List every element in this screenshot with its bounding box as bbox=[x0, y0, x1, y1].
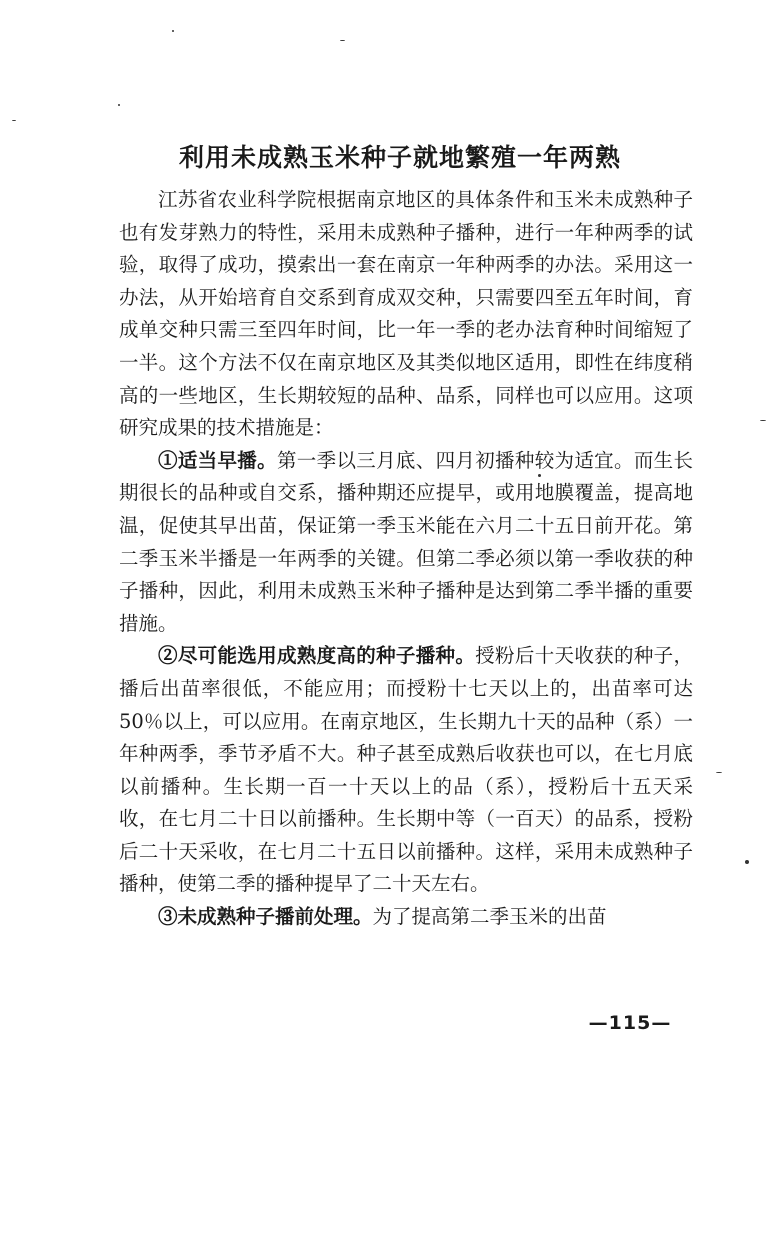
measure-2-heading: ②尽可能选用成熟度高的种子播种。 bbox=[158, 644, 476, 668]
paragraph-measure-3 bbox=[119, 901, 693, 934]
measure-1-heading: ①适当早播。 bbox=[158, 448, 277, 472]
page-number: —115— bbox=[588, 1012, 672, 1034]
scan-speck bbox=[745, 860, 749, 864]
scan-speck bbox=[716, 772, 722, 773]
scan-speck bbox=[172, 30, 174, 32]
measure-3-text: 为了提高第二季玉米的出苗 bbox=[372, 905, 607, 929]
article-body bbox=[119, 184, 693, 934]
scan-speck bbox=[760, 420, 766, 421]
scan-speck bbox=[118, 104, 120, 106]
paragraph-intro: 江苏省农业科学院根据南京地区的具体条件和玉米未成熟种子也有发芽熟力的特性，采用未成熟种子播种，进行一年种两季的试验，取得了成功，摸索出一套在南京一年种两季的办法。采用这一办法，从开始培育自交系到育成双交种，只需要四至五年时间，育成单交种只需三至四年时间，比一年一季的老办法育种时间缩短了一半。这个方法不仅在南京地区及其类似地区适用，即性在纬度稍高的一些地区，生长期较短的品种、品系，同样也可以应用。这项研究成果的技术措施是： bbox=[119, 188, 693, 440]
paragraph-measure-1 bbox=[119, 445, 693, 641]
scan-speck bbox=[538, 474, 541, 477]
article-title: 利用未成熟玉米种子就地繁殖一年两熟 bbox=[178, 143, 621, 172]
measure-1-text: 第一季以三月底、四月初播种较为适宜。而生长期很长的品种或自交系，播种期还应提早，或用地膜覆盖，提高地温，促使其早出苗，保证第一季玉米能在六月二十五日前开花。第二季玉米半播是一年两季的关键。但第二季必须以第一季收获的种子播种，因此，利用未成熟玉米种子播种是达到第二季半播的重要措施。 bbox=[119, 448, 693, 635]
measure-3-heading: ③未成熟种子播前处理。 bbox=[158, 905, 373, 929]
scan-speck bbox=[340, 40, 345, 41]
paragraph-measure-2 bbox=[119, 640, 693, 901]
measure-2-text: 授粉后十天收获的种子，播后出苗率很低，不能应用；而授粉十七天以上的，出苗率可达50％以上，可以应用。在南京地区，生长期九十天的品种（系）一年种两季，季节矛盾不大。种子甚至成熟后收获也可以，在七月底以前播种。生长期一百一十天以上的品（系），授粉后十五天采收，在七月二十日以前播种。生长期中等（一百天）的品系，授粉后二十天采收，在七月二十五日以前播种。这样，采用未成熟种子播种，使第二季的播种提早了二十天左右。 bbox=[119, 644, 693, 896]
scan-speck bbox=[12, 120, 16, 121]
